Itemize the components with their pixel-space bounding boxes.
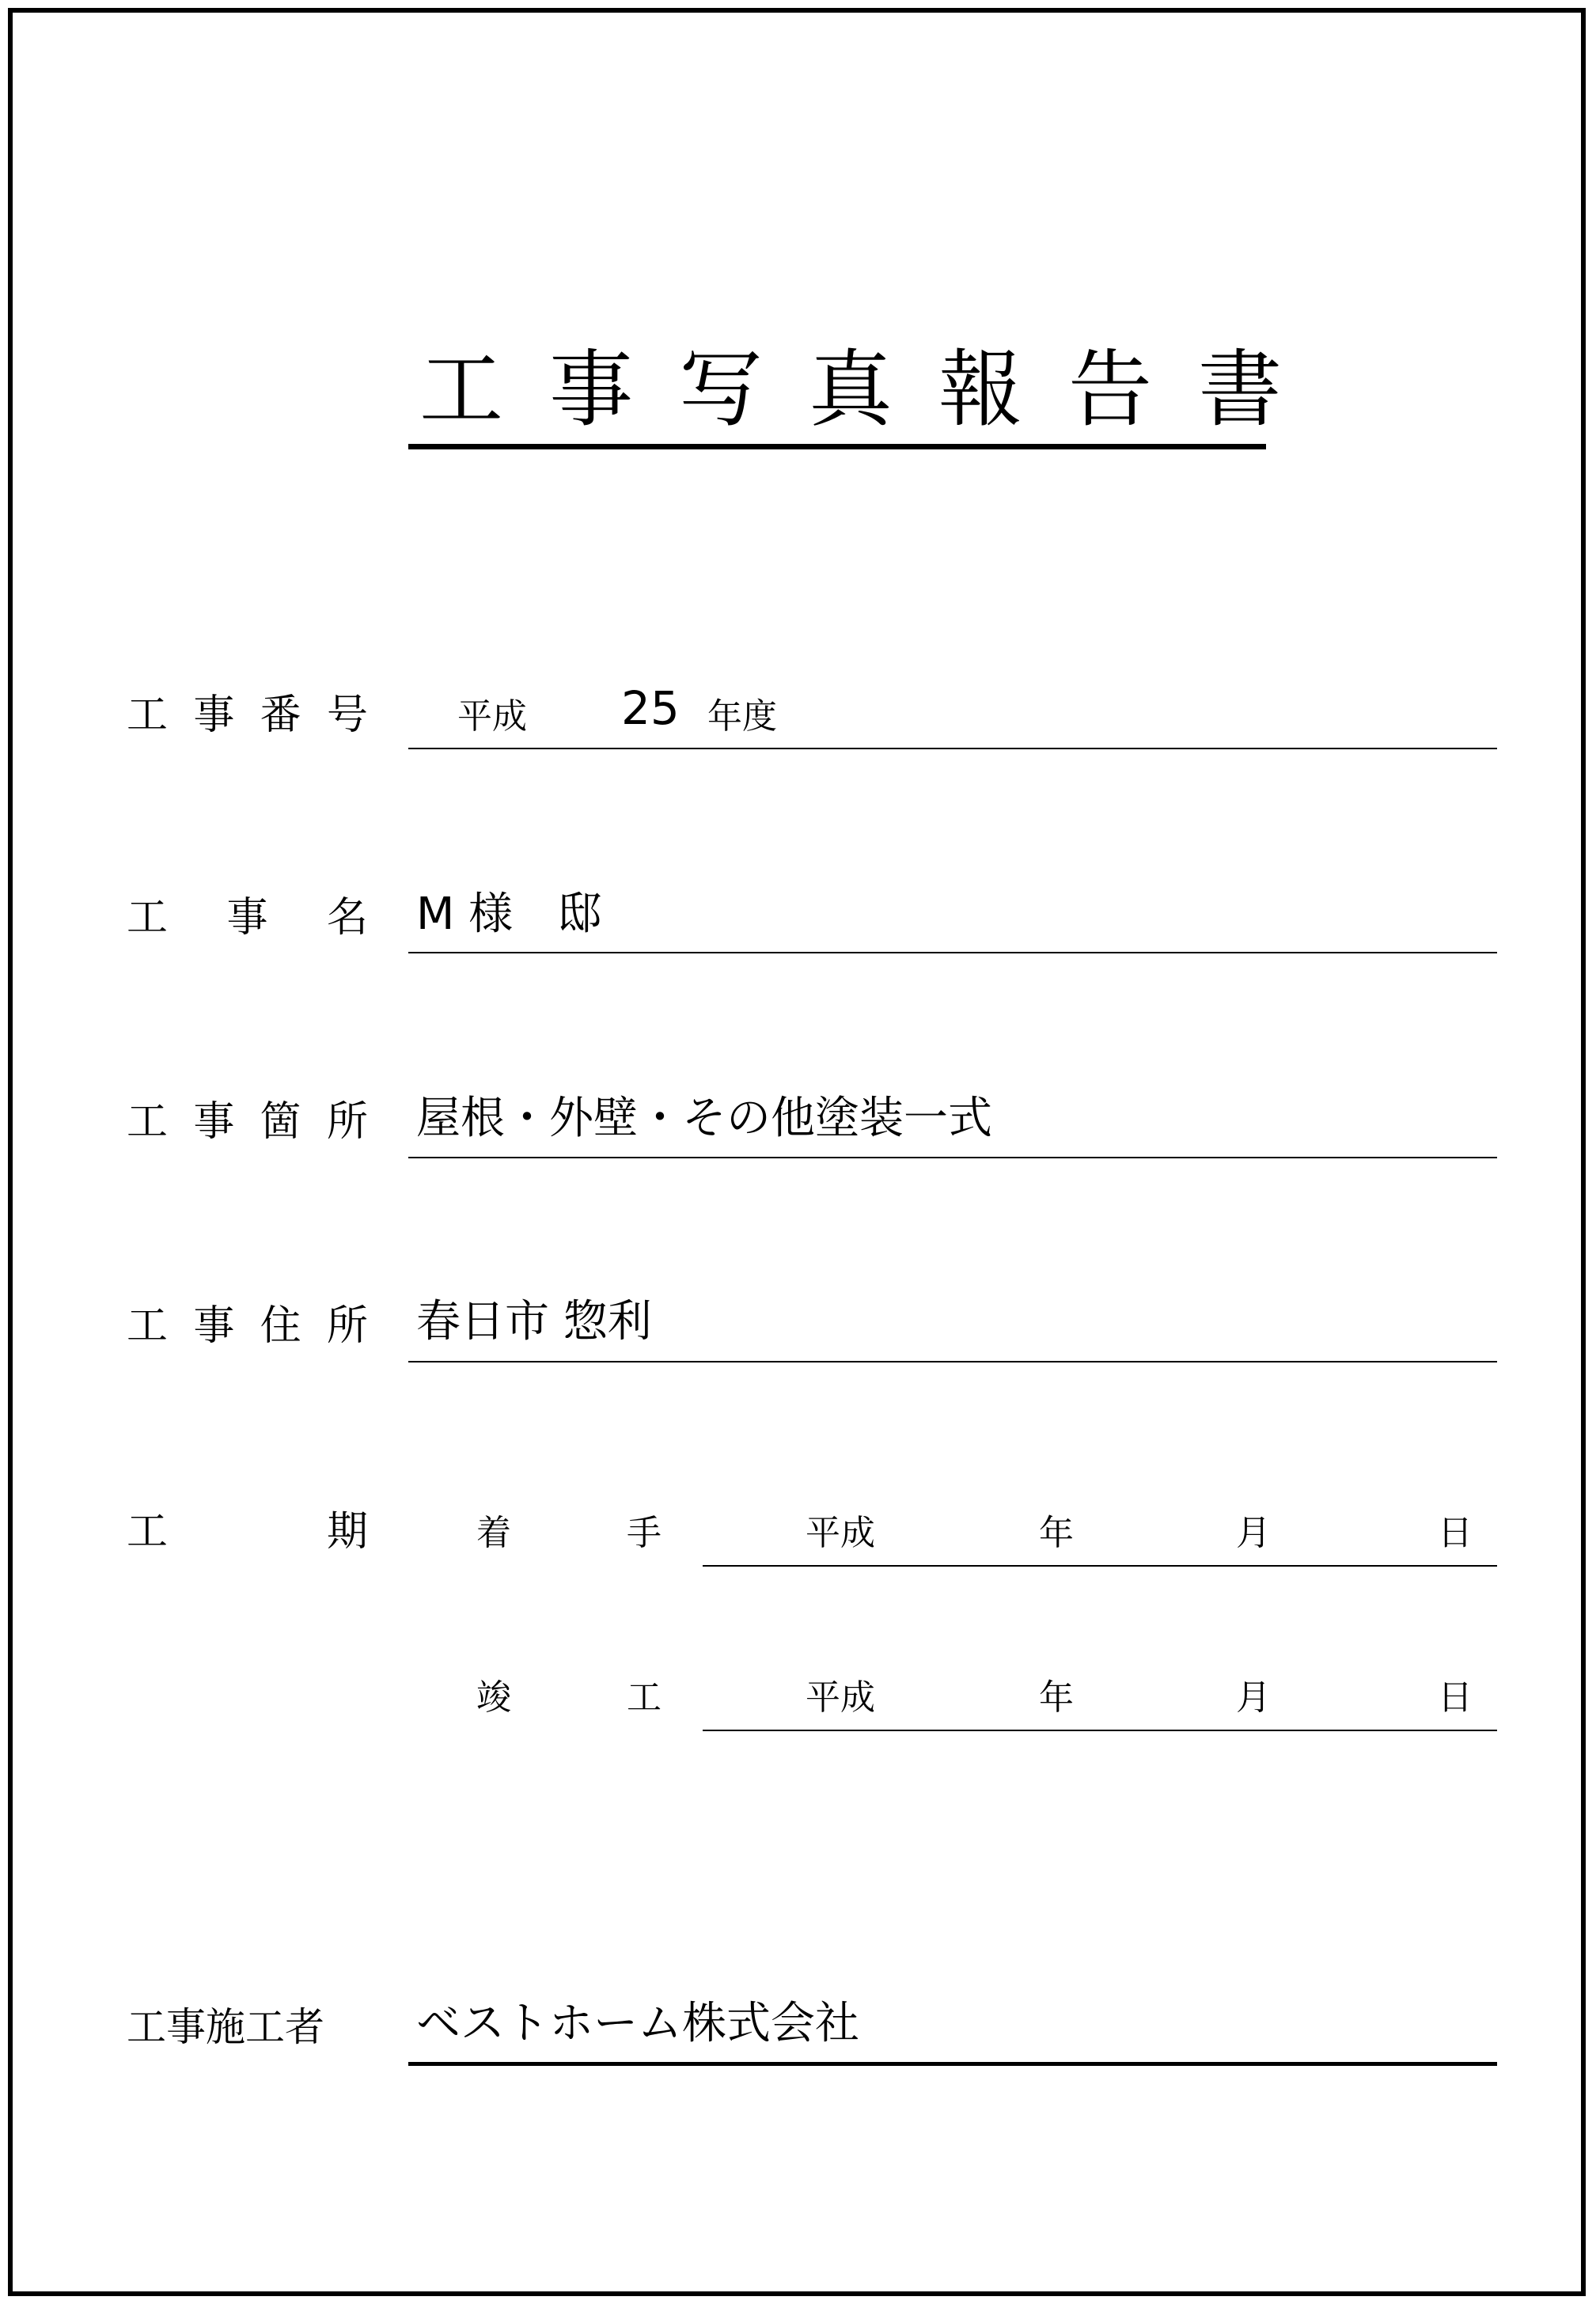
contractor-rule xyxy=(408,2062,1497,2066)
project-number-suffix: 年度 xyxy=(707,696,777,737)
start-day-unit: 日 xyxy=(1438,1513,1473,1553)
start-month-unit: 月 xyxy=(1236,1513,1271,1553)
project-location-rule xyxy=(408,1157,1497,1158)
project-location-value: 屋根・外壁・その他塗装一式 xyxy=(416,1093,992,1144)
project-address-rule xyxy=(408,1361,1497,1362)
project-name-rule xyxy=(408,952,1497,953)
project-number-era: 平成 xyxy=(457,696,527,737)
label-project-period: 工 期 xyxy=(127,1508,368,1556)
contractor-value: ベストホーム株式会社 xyxy=(416,1998,859,2049)
project-number-year: 25 xyxy=(621,681,680,735)
start-label-char-2: 手 xyxy=(627,1513,662,1553)
end-era: 平成 xyxy=(806,1677,875,1718)
project-address-value: 春日市 惣利 xyxy=(416,1296,652,1347)
label-project-address: 工 事 住 所 xyxy=(127,1302,368,1350)
label-project-name: 工 事 名 xyxy=(127,894,368,942)
document-title: 工事写真報告書 xyxy=(419,341,1328,438)
project-number-rule xyxy=(408,748,1497,749)
start-era: 平成 xyxy=(806,1513,875,1553)
end-label-char-2: 工 xyxy=(627,1677,662,1718)
title-underline xyxy=(408,444,1266,449)
end-month-unit: 月 xyxy=(1236,1677,1271,1718)
project-name-value: M 様 邸 xyxy=(416,889,602,940)
end-label-char-1: 竣 xyxy=(476,1677,511,1718)
start-year-unit: 年 xyxy=(1039,1513,1074,1553)
start-label-char-1: 着 xyxy=(476,1513,511,1553)
end-date-rule xyxy=(703,1730,1497,1731)
end-day-unit: 日 xyxy=(1438,1677,1473,1718)
label-project-location: 工 事 箇 所 xyxy=(127,1098,368,1146)
label-project-number: 工 事 番 号 xyxy=(127,692,368,739)
label-contractor: 工事施工者 xyxy=(127,2004,324,2050)
start-date-rule xyxy=(703,1565,1497,1567)
end-year-unit: 年 xyxy=(1039,1677,1074,1718)
